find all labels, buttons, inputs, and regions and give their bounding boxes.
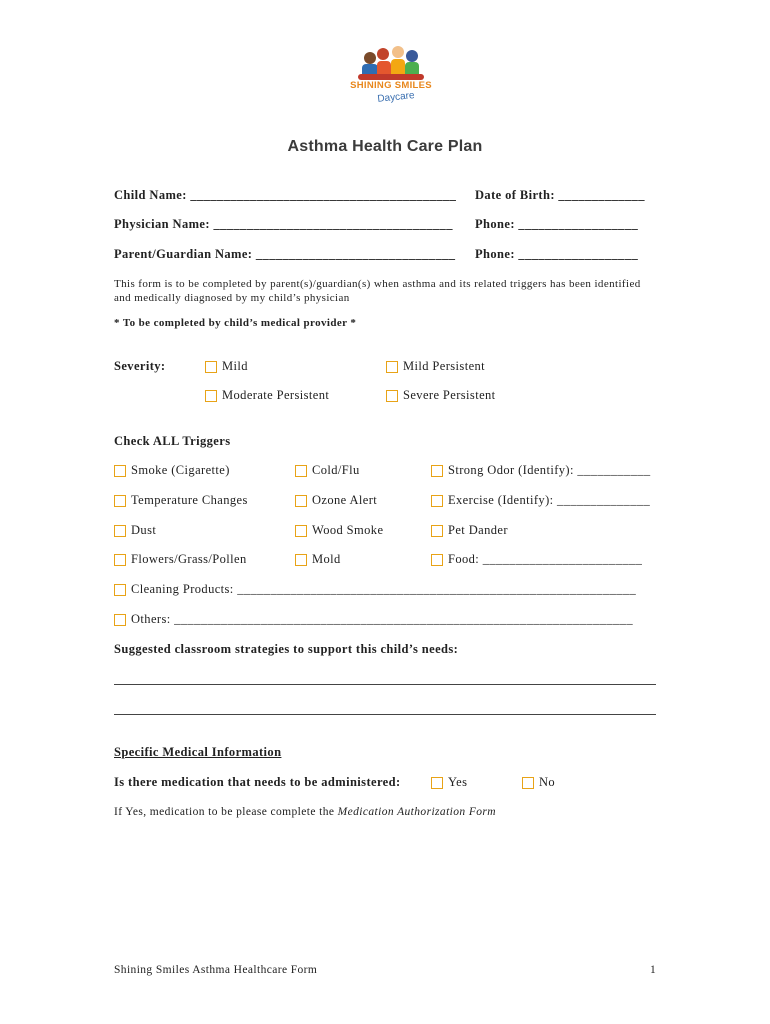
medication-yes[interactable] [431, 775, 467, 790]
strategies-line-2[interactable] [114, 714, 656, 715]
date-of-birth-field[interactable]: Date of Birth: _____________ [475, 188, 645, 202]
guardian-name-field[interactable]: Parent/Guardian Name: ______________________________ [114, 247, 456, 261]
checkbox-icon[interactable] [386, 390, 398, 402]
checkbox-icon[interactable] [431, 554, 443, 566]
logo-title: SHINING SMILES [350, 80, 432, 91]
checkbox-icon[interactable] [295, 525, 307, 537]
medication-no[interactable] [522, 775, 555, 790]
checkbox-icon[interactable] [114, 465, 126, 477]
intro-text-line1: This form is to be completed by parent(s)/guardian(s) when asthma and its related triggers has been identified [114, 278, 641, 290]
page-title: Asthma Health Care Plan [287, 138, 483, 155]
trigger-food[interactable] [431, 552, 642, 567]
checkbox-icon[interactable] [295, 495, 307, 507]
trigger-cold-flu[interactable] [295, 463, 360, 478]
medical-heading: Specific Medical Information [114, 745, 282, 759]
trigger-label: Dust [131, 523, 157, 537]
trigger-label: Strong Odor (Identify): ___________ [448, 463, 651, 477]
guardian-phone-field[interactable]: Phone: __________________ [475, 247, 639, 261]
checkbox-icon[interactable] [205, 390, 217, 402]
physician-phone-field[interactable]: Phone: __________________ [475, 217, 639, 231]
trigger-label: Smoke (Cigarette) [131, 463, 230, 477]
checkbox-icon[interactable] [431, 495, 443, 507]
checkbox-icon[interactable] [205, 361, 217, 373]
medication-note [114, 806, 496, 818]
trigger-label: Others: _____________________________________________________________________ [131, 612, 633, 626]
checkbox-icon[interactable] [114, 614, 126, 626]
severity-option-label: Mild [222, 359, 248, 373]
trigger-ozone[interactable] [295, 493, 377, 508]
trigger-label: Mold [312, 552, 341, 566]
trigger-label: Cold/Flu [312, 463, 360, 477]
trigger-label: Food: ________________________ [448, 552, 643, 566]
checkbox-icon[interactable] [114, 584, 126, 596]
severity-option-label: Moderate Persistent [222, 388, 330, 402]
medication-form-link[interactable]: Medication Authorization Form [337, 806, 496, 818]
logo-subtitle: Daycare [376, 90, 416, 105]
trigger-wood-smoke[interactable] [295, 523, 383, 538]
child-name-field[interactable]: Child Name: ________________________________________ [114, 188, 457, 202]
checkbox-icon[interactable] [522, 777, 534, 789]
strategies-heading: Suggested classroom strategies to support this child’s needs: [114, 642, 459, 656]
checkbox-icon[interactable] [114, 525, 126, 537]
trigger-label: Flowers/Grass/Pollen [131, 552, 247, 566]
checkbox-icon[interactable] [386, 361, 398, 373]
severity-severe-persistent[interactable] [386, 388, 496, 403]
severity-option-label: Mild Persistent [403, 359, 486, 373]
trigger-label: Cleaning Products: ____________________________________________________________ [131, 582, 637, 596]
trigger-dust[interactable] [114, 523, 156, 538]
severity-option-label: Severe Persistent [403, 388, 496, 402]
trigger-cleaning-products[interactable] [114, 582, 636, 597]
triggers-heading: Check ALL Triggers [114, 434, 231, 448]
trigger-pollen[interactable] [114, 552, 247, 567]
physician-name-field[interactable]: Physician Name: ____________________________________ [114, 217, 453, 231]
checkbox-icon[interactable] [295, 554, 307, 566]
logo [350, 44, 432, 106]
trigger-exercise[interactable] [431, 493, 650, 508]
severity-moderate-persistent[interactable] [205, 388, 329, 403]
checkbox-icon[interactable] [431, 525, 443, 537]
strategies-line-1[interactable] [114, 684, 656, 685]
checkbox-icon[interactable] [114, 554, 126, 566]
trigger-label: Temperature Changes [131, 493, 248, 507]
footer-title: Shining Smiles Asthma Healthcare Form [114, 964, 318, 976]
severity-mild[interactable] [205, 359, 248, 374]
checkbox-icon[interactable] [114, 495, 126, 507]
page-number: 1 [650, 964, 657, 976]
trigger-others[interactable] [114, 612, 633, 627]
medication-question: Is there medication that needs to be administered: [114, 775, 401, 789]
checkbox-icon[interactable] [295, 465, 307, 477]
trigger-label: Ozone Alert [312, 493, 378, 507]
trigger-smoke[interactable] [114, 463, 230, 478]
no-label: No [539, 775, 556, 789]
children-logo-icon [350, 44, 432, 84]
yes-label: Yes [448, 775, 468, 789]
trigger-mold[interactable] [295, 552, 341, 567]
medication-note-text: If Yes, medication to be please complete the [114, 806, 338, 818]
trigger-label: Pet Dander [448, 523, 508, 537]
trigger-strong-odor[interactable] [431, 463, 651, 478]
trigger-pet-dander[interactable] [431, 523, 508, 538]
checkbox-icon[interactable] [431, 777, 443, 789]
severity-label: Severity: [114, 359, 166, 373]
intro-text-line2: and medically diagnosed by my child’s physician [114, 292, 350, 304]
provider-note: * To be completed by child’s medical provider * [114, 317, 357, 329]
checkbox-icon[interactable] [431, 465, 443, 477]
trigger-temperature[interactable] [114, 493, 248, 508]
severity-mild-persistent[interactable] [386, 359, 485, 374]
trigger-label: Wood Smoke [312, 523, 384, 537]
trigger-label: Exercise (Identify): ______________ [448, 493, 651, 507]
